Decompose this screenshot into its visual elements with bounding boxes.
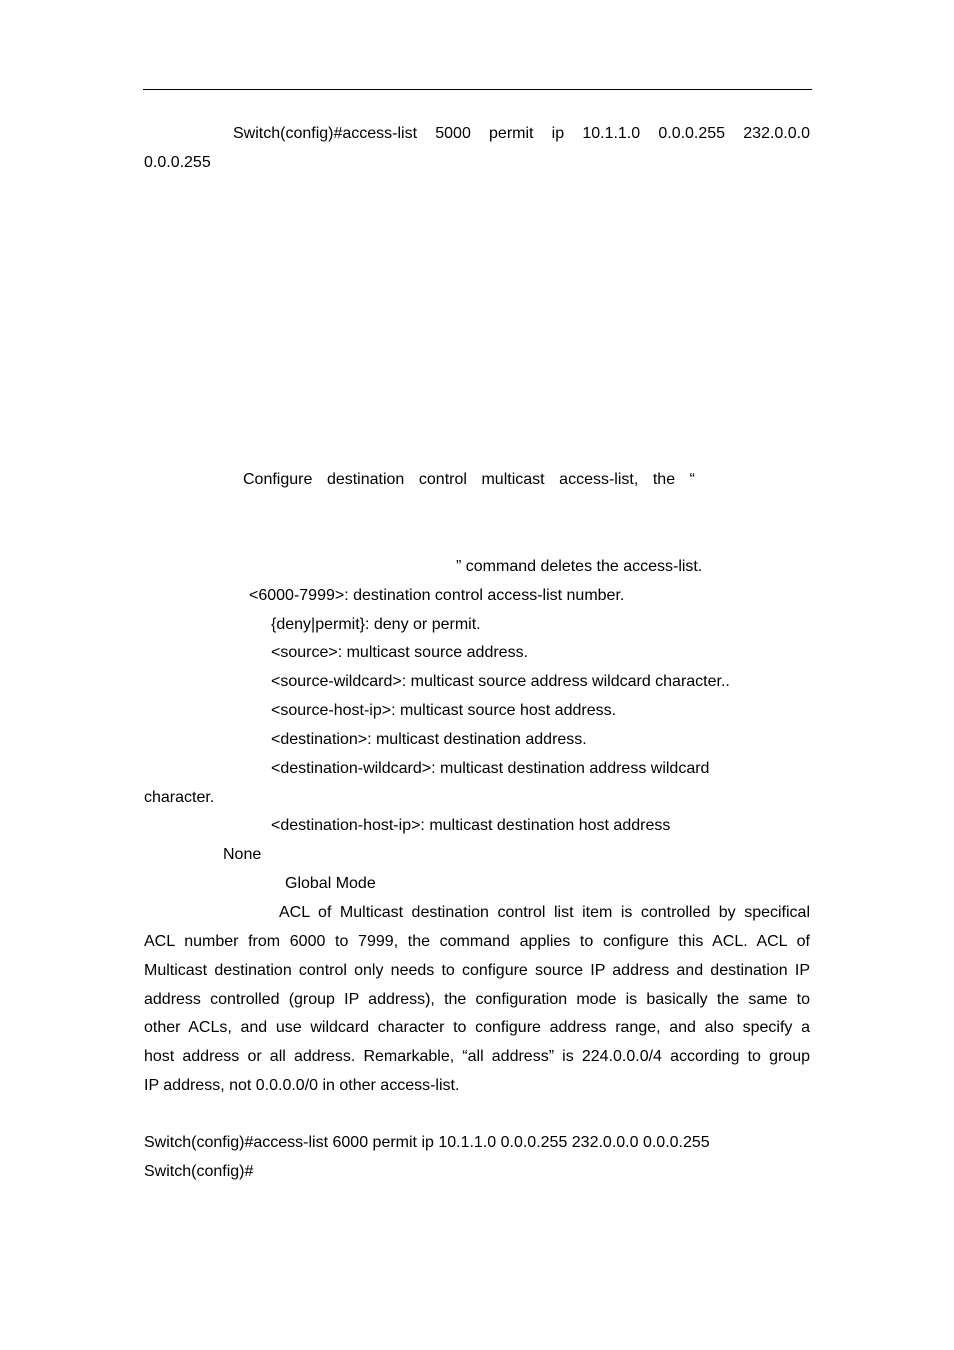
function-text-end: ” command deletes the access-list. bbox=[456, 558, 703, 575]
top-example-line-2: 0.0.0.255 bbox=[144, 154, 211, 171]
example-prompt: Switch(config)# bbox=[144, 1163, 254, 1180]
usage-guide-line-3: Multicast destination control only needs to configure source IP address and destination IP bbox=[144, 962, 810, 979]
default-value: None bbox=[223, 846, 262, 863]
function-text-start: Configure destination control multicast access-list, the “ bbox=[243, 471, 695, 488]
usage-guide-line-6: host address or all address. Remarkable, “all address” is 224.0.0.0/4 according to group bbox=[144, 1048, 810, 1065]
usage-guide-line-1: ACL of Multicast destination control list item is controlled by specifical bbox=[279, 904, 810, 921]
top-example-line-1: Switch(config)#access-list 5000 permit ip 10.1.1.0 0.0.0.255 232.0.0.0 bbox=[233, 125, 810, 142]
example-command: Switch(config)#access-list 6000 permit ip 10.1.1.0 0.0.0.255 232.0.0.0 0.0.0.255 bbox=[144, 1134, 710, 1151]
param-destination-wildcard: <destination-wildcard>: multicast destination address wildcard bbox=[271, 760, 710, 777]
usage-guide-line-2: ACL number from 6000 to 7999, the command applies to configure this ACL. ACL of bbox=[144, 933, 810, 950]
header-rule bbox=[143, 89, 812, 90]
usage-guide-line-4: address controlled (group IP address), the configuration mode is basically the same to bbox=[144, 991, 810, 1008]
param-source: <source>: multicast source address. bbox=[271, 644, 529, 661]
usage-guide-line-5: other ACLs, and use wildcard character to configure address range, and also specify a bbox=[144, 1019, 810, 1036]
param-source-host-ip: <source-host-ip>: multicast source host address. bbox=[271, 702, 617, 719]
param-acl-number: <6000-7999>: destination control access-list number. bbox=[249, 587, 625, 604]
param-destination: <destination>: multicast destination address. bbox=[271, 731, 587, 748]
param-deny-permit: {deny|permit}: deny or permit. bbox=[271, 616, 481, 633]
usage-guide-line-7: IP address, not 0.0.0.0/0 in other access-list. bbox=[144, 1077, 460, 1094]
param-destination-host-ip: <destination-host-ip>: multicast destination host address bbox=[271, 817, 671, 834]
param-destination-wildcard-cont: character. bbox=[144, 789, 215, 806]
command-mode-value: Global Mode bbox=[285, 875, 376, 892]
param-source-wildcard: <source-wildcard>: multicast source address wildcard character.. bbox=[271, 673, 730, 690]
